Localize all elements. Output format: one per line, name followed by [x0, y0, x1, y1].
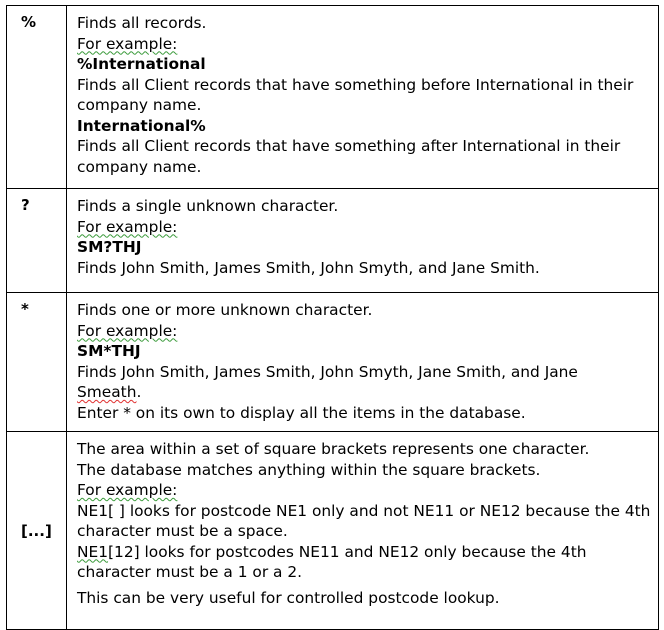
example-explanation: NE1[12] looks for postcodes NE11 and NE12 only because the 4th character must be a 1 or a 2. — [77, 542, 587, 581]
misspelled-word: Smeath — [77, 383, 137, 401]
description-line: Finds a single unknown character. — [77, 197, 339, 215]
example-pattern: International% — [77, 116, 206, 135]
description-cell — [67, 6, 659, 189]
description-cell — [67, 189, 659, 293]
example-explanation: Finds all Client records that have something after International in their company name. — [77, 137, 621, 176]
table-row — [7, 432, 659, 630]
description-line: Finds one or more unknown character. — [77, 301, 373, 319]
description-line: Enter * on its own to display all the items in the database. — [77, 403, 526, 422]
description-cell — [67, 293, 659, 432]
table-row — [7, 293, 659, 432]
example-pattern: SM*THJ — [77, 342, 141, 360]
description-line: This can be very useful for controlled postcode lookup. — [77, 588, 500, 607]
example-label: For example: — [77, 481, 178, 499]
example-explanation: Finds John Smith, James Smith, John Smyth, and Jane Smith. — [77, 258, 540, 277]
symbol-cell: % — [7, 6, 67, 189]
example-label: For example: — [77, 321, 178, 340]
table-row — [7, 189, 659, 293]
symbol-cell: * — [7, 293, 67, 432]
example-label: For example: — [77, 217, 178, 236]
example-explanation: Finds John Smith, James Smith, John Smyth, Jane Smith, and Jane — [77, 362, 578, 381]
description-line: Finds all records. — [77, 14, 207, 32]
table-row — [7, 6, 659, 189]
example-label: For example: — [77, 34, 178, 53]
wildcard-table — [6, 5, 659, 630]
example-explanation: NE1[ ] looks for postcode NE1 only and not NE11 or NE12 because the 4th character must be a space. — [77, 501, 651, 540]
example-explanation-cont: Smeath. — [77, 383, 142, 401]
description-line: The database matches anything within the square brackets. — [77, 460, 541, 479]
symbol-cell: ? — [7, 189, 67, 293]
description-cell — [67, 432, 659, 630]
symbol-cell: [...] — [7, 432, 67, 630]
description-line: The area within a set of square brackets represents one character. — [77, 440, 590, 458]
example-pattern: %International — [77, 55, 206, 73]
example-pattern: SM?THJ — [77, 238, 142, 256]
example-explanation: Finds all Client records that have something before International in their company name. — [77, 75, 634, 114]
